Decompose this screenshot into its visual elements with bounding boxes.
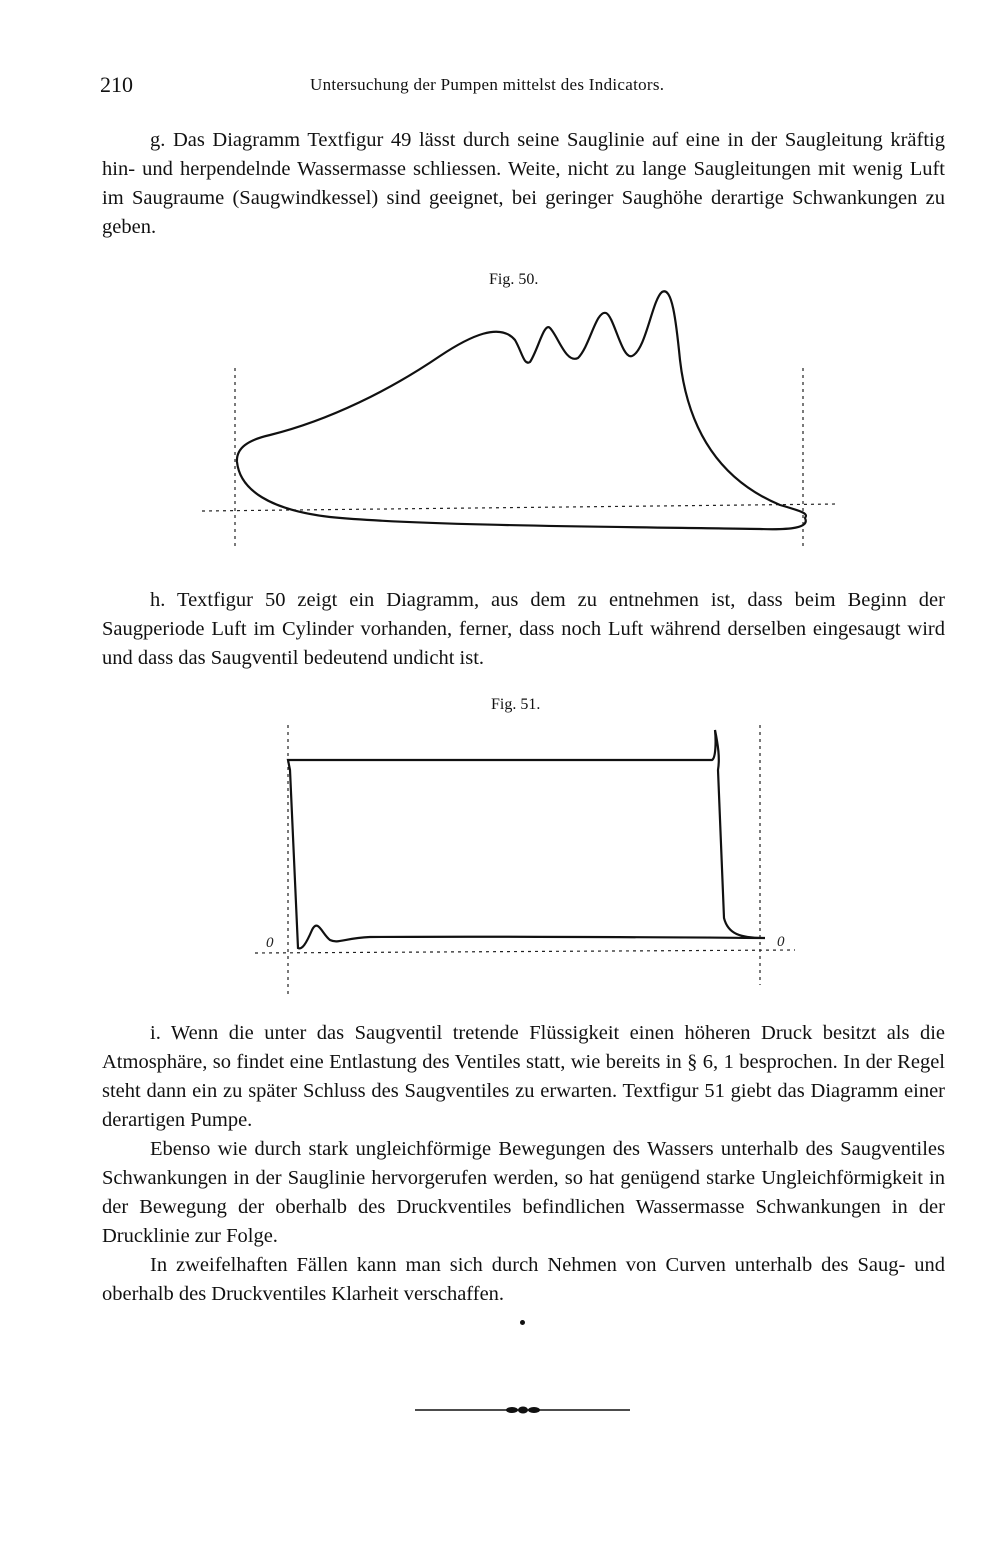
- running-title: Untersuchung der Pumpen mittelst des Indicators.: [310, 75, 665, 94]
- paragraph-h: h. Textfigur 50 zeigt ein Diagramm, aus dem zu entnehmen ist, dass beim Beginn der Saugperiode Luft im Cylinder vorhanden, ferner, dass noch Luft während derselben eingesaugt wird und dass das Saugventil bedeutend undicht ist.: [102, 589, 945, 669]
- stray-dot: [520, 1320, 525, 1325]
- zero-label-right: 0: [777, 934, 785, 950]
- paragraph-i-2: Ebenso wie durch stark ungleichförmige Bewegungen des Wassers unterhalb des Saugventiles Schwankungen in der Sauglinie hervorgerufen werden, so hat genügend starke Ungleichförmigkeit in der Bewegung der oberhalb des Druckventiles befindlichen Wassermasse Schwankungen in der Drucklinie zur Folge.: [102, 1138, 945, 1247]
- page-number: 210: [100, 72, 133, 97]
- zero-label-left: 0: [266, 935, 274, 951]
- end-ornament: [415, 1405, 630, 1415]
- paragraph-i-1: i. Wenn die unter das Saugventil tretende Flüssigkeit einen höheren Druck besitzt als die Atmosphäre, so findet eine Entlastung des Ventiles statt, wie bereits in § 6, 1 besprochen. In der Regel steht dann ein zu später Schluss des Saugventiles zu erwarten. Textfigur 51 giebt das Diagramm einer derartigen Pumpe.: [102, 1022, 945, 1131]
- paragraph-g: g. Das Diagramm Textfigur 49 lässt durch seine Sauglinie auf eine in der Saugleitung kräftig hin- und herpendelnde Wassermasse schliessen. Weite, nicht zu lange Saugleitungen mit wenig Luft im Saugraume (Saugwindkessel) sind geeignet, bei geringer Saughöhe derartige Schwankungen zu geben.: [102, 129, 945, 238]
- figure-51-caption: Fig. 51.: [491, 696, 541, 713]
- figure-50-caption: Fig. 50.: [489, 271, 539, 288]
- atmospheric-line-51: [255, 950, 795, 953]
- paragraph-i-3: In zweifelhaften Fällen kann man sich durch Nehmen von Curven unterhalb des Saug- und oberhalb des Druckventiles Klarheit verschaffen.: [102, 1254, 945, 1305]
- indicator-curve-fig51: [288, 730, 765, 948]
